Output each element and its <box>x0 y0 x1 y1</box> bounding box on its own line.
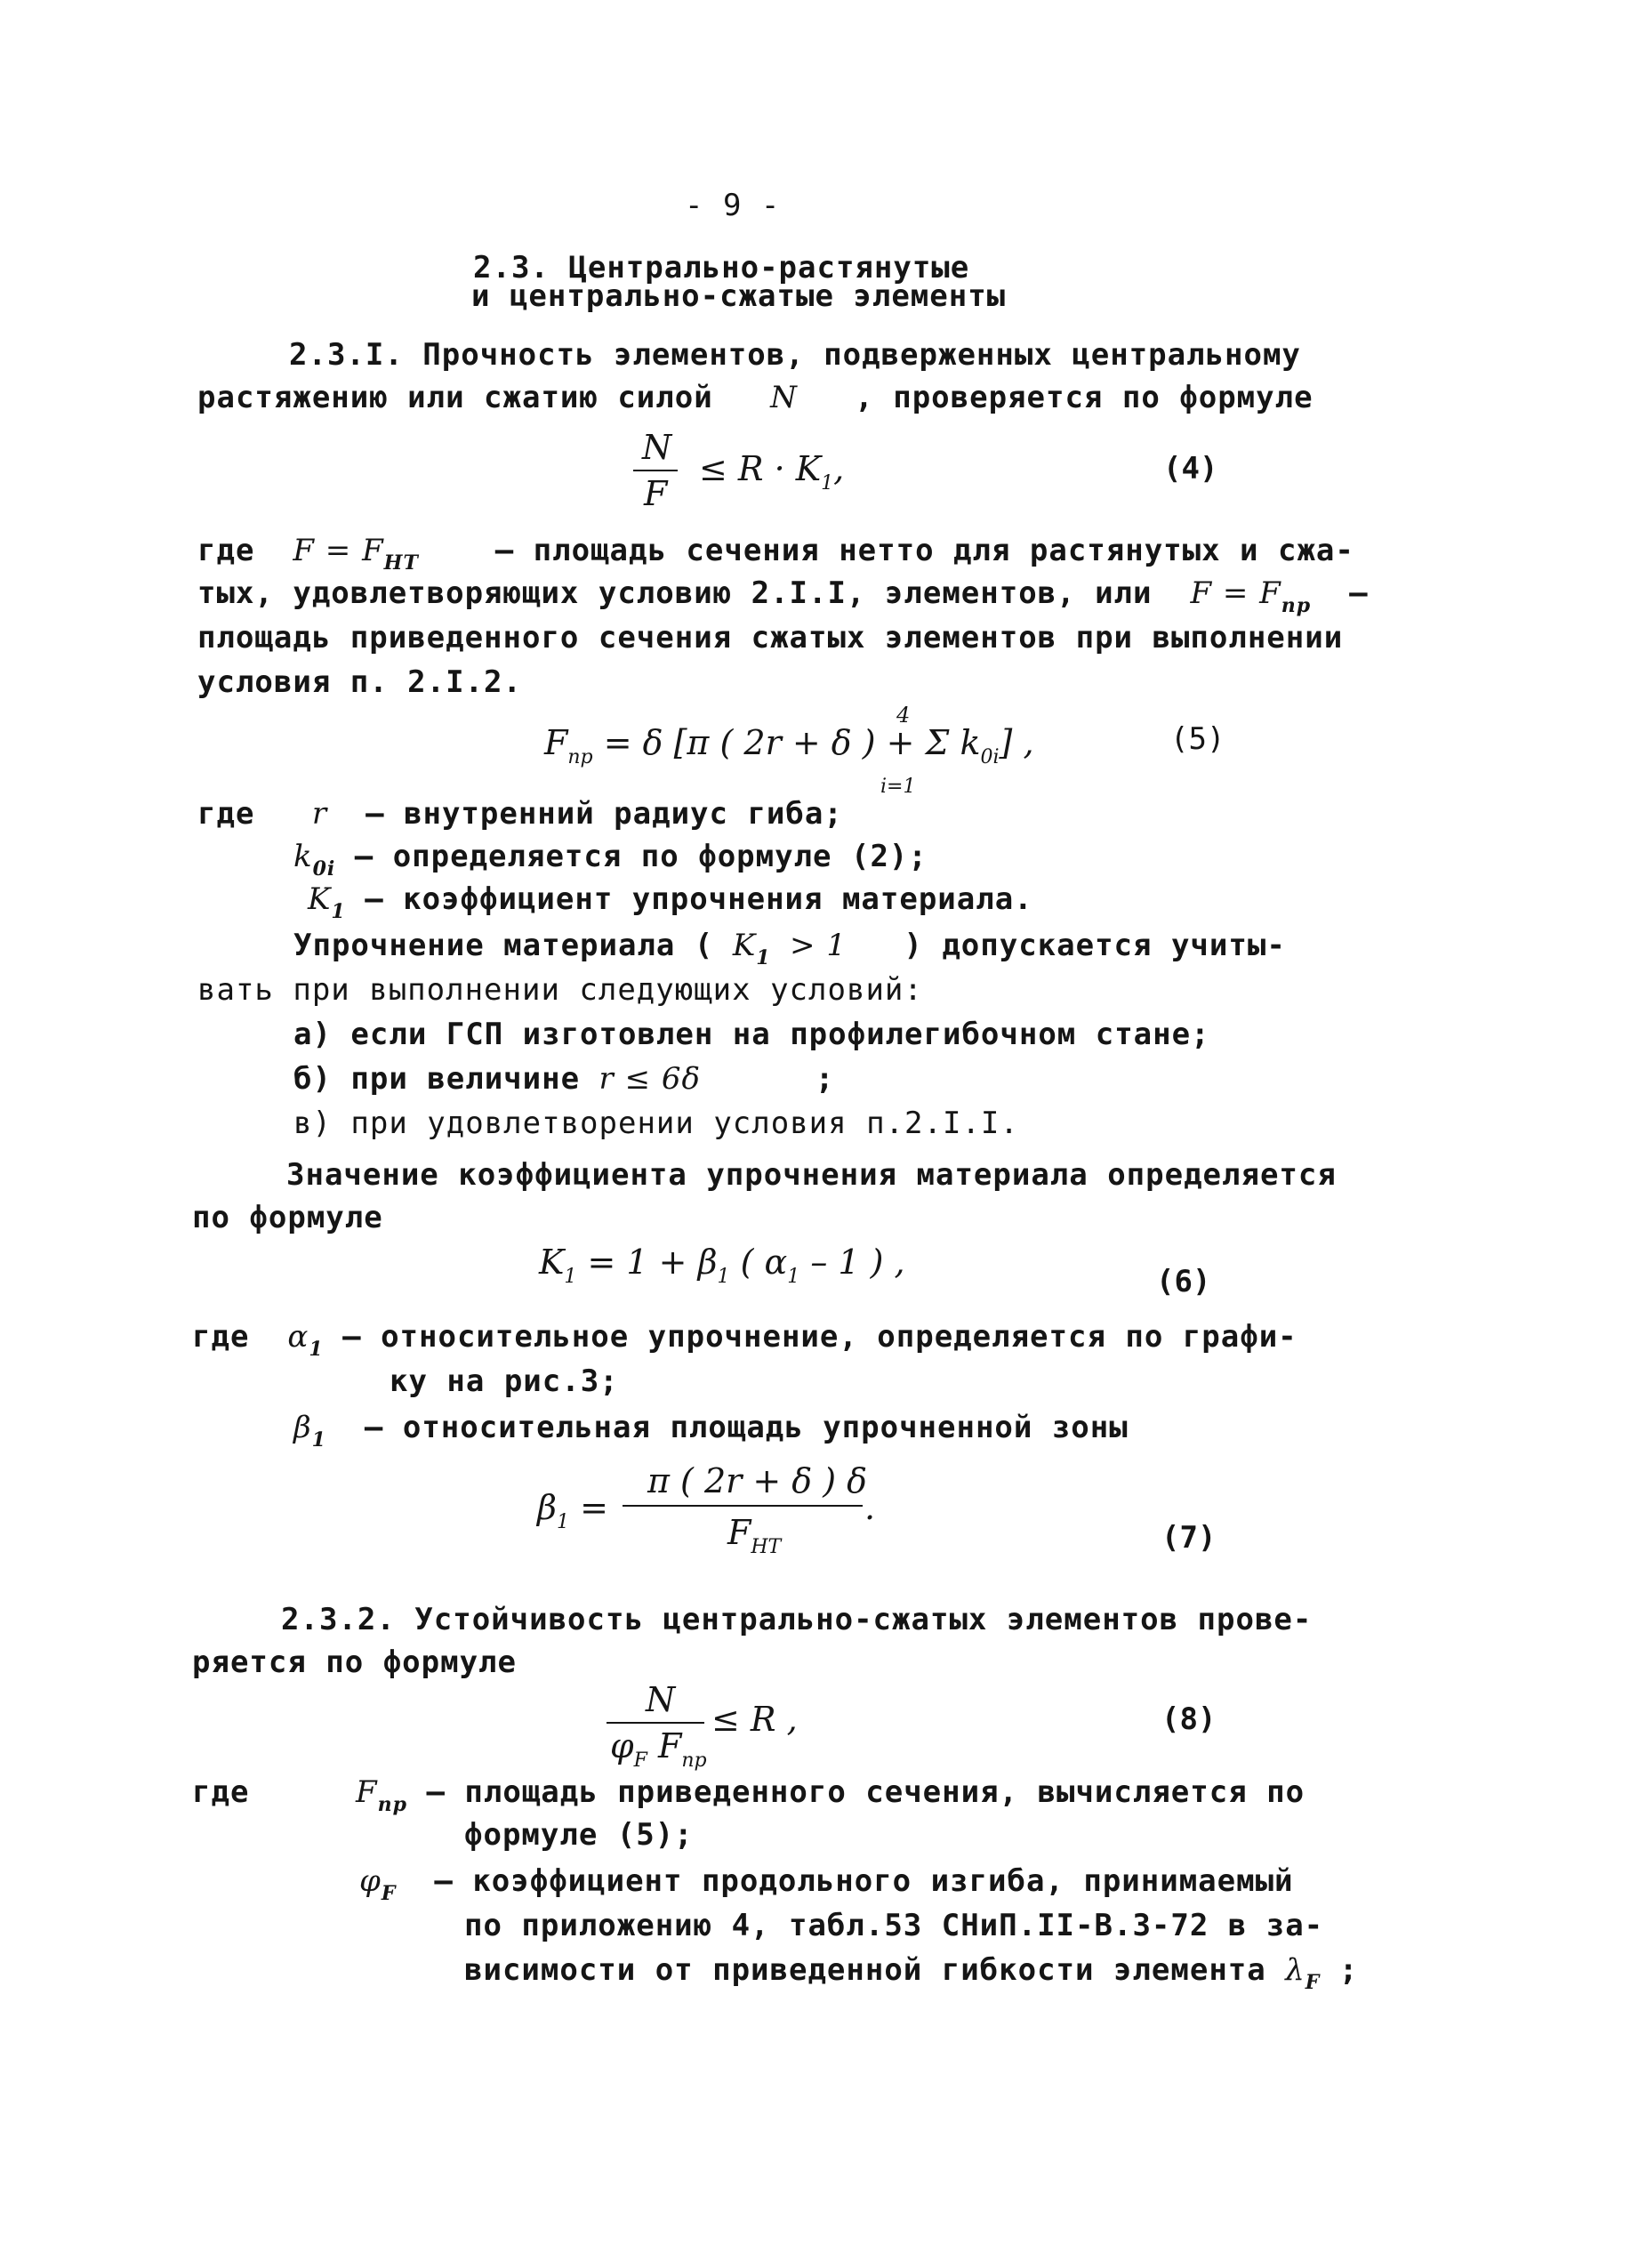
where6-b-sub: 1 <box>311 1428 326 1452</box>
where5-lead: где <box>197 796 255 832</box>
where8-phi-lambda: λ <box>1285 1952 1306 1988</box>
where5-r-sym: r <box>311 796 328 832</box>
eq6-number: (6) <box>1156 1264 1211 1299</box>
hardening-cond-b <box>293 1061 835 1097</box>
eq8-denominator-F: F <box>657 1726 682 1765</box>
section-title-line2: и центрально-сжатые элементы <box>471 278 1007 314</box>
where4-line2-dash: – <box>1349 575 1369 611</box>
eq4-rhs-end: , <box>833 449 845 488</box>
eq7-number: (7) <box>1161 1520 1217 1556</box>
where8-phi-sym: φ <box>359 1863 382 1899</box>
where5-k-sub: 0i <box>312 857 336 881</box>
where4-line1 <box>197 533 1354 575</box>
where8-phi-lambda-sub: F <box>1305 1971 1321 1994</box>
where4-line4: условия п. 2.I.2. <box>197 664 522 700</box>
where8-phi-end: ; <box>1338 1952 1359 1988</box>
eq8-denominator-phi: φ <box>610 1726 634 1765</box>
where6-a-text1: – относительное упрочнение, определяется по графи- <box>342 1319 1298 1355</box>
coef-line1: Значение коэффициента упрочнения материала определяется <box>286 1157 1337 1193</box>
where8-phi-line <box>359 1863 1294 1905</box>
where8-phi-sub: F <box>381 1882 397 1905</box>
eq7-lhs-sym: β <box>537 1488 557 1527</box>
hardening-line1a: Упрочнение материала ( <box>293 928 714 963</box>
hardening-math: K <box>732 928 757 963</box>
where4-math: F = F <box>293 533 384 568</box>
where4-line2-math: F = F <box>1190 575 1281 611</box>
eq5-lhs: F <box>544 723 568 762</box>
where5-r-line <box>197 796 843 832</box>
where8-f-sub: пр <box>377 1793 407 1816</box>
page-number: - 9 - <box>685 188 781 223</box>
eq6-body3: – 1 ) , <box>810 1243 905 1282</box>
hardening-line1 <box>293 928 1286 969</box>
hardening-math-sub: 1 <box>756 946 771 969</box>
where5-k-text: – определяется по формуле (2); <box>354 839 928 874</box>
var-N: N <box>770 380 798 415</box>
where4-lead: где <box>197 533 255 568</box>
where4-line2 <box>197 575 1369 617</box>
eq5-formula <box>544 723 1034 768</box>
eq4-rhs <box>699 449 845 495</box>
where5-K-text: – коэффициент упрочнения материала. <box>365 881 1033 917</box>
where6-a-sub: 1 <box>309 1338 324 1361</box>
where5-r-text: – внутренний радиус гиба; <box>366 796 843 832</box>
eq8-fraction-bar <box>607 1722 704 1724</box>
eq5-end: ] , <box>999 723 1034 762</box>
where8-phi-line3 <box>464 1952 1359 1994</box>
where4-line2-text: тых, удовлетворяющих условию 2.I.I, элементов, или <box>197 575 1153 611</box>
p231-line2 <box>197 382 1314 413</box>
where8-f-line2: формуле (5); <box>464 1817 694 1853</box>
eq5-body-sub: 0i <box>980 746 1000 768</box>
eq7-denominator-sub: НТ <box>751 1536 782 1558</box>
hardening-cond-b-end: ; <box>815 1061 835 1097</box>
eq6-body2: ( α <box>740 1243 788 1282</box>
where6-b-sym: β <box>293 1410 312 1445</box>
where8-f-sym: F <box>356 1774 378 1810</box>
eq8-numerator: N <box>646 1680 676 1719</box>
where8-phi-text3: висимости от приведенной гибкости элемента <box>464 1952 1266 1988</box>
eq4-denominator: F <box>644 474 668 513</box>
where6-b-line <box>293 1410 1129 1452</box>
eq7-eq-sign: = <box>580 1488 608 1527</box>
p231-line1: 2.3.I. Прочность элементов, подверженных центральному <box>289 337 1301 373</box>
where4-line2-math-sub: пр <box>1281 594 1312 617</box>
eq5-number: (5) <box>1170 721 1225 757</box>
hardening-cond-c: в) при удовлетворении условия п.2.I.I. <box>293 1106 1019 1141</box>
hardening-line1b: ) допускается учиты- <box>904 928 1286 963</box>
eq6-lhs: K <box>539 1243 565 1282</box>
eq8-number: (8) <box>1161 1701 1217 1737</box>
eq6-lhs-sub: 1 <box>564 1266 577 1288</box>
eq4-rhs-sub: 1 <box>821 472 834 495</box>
p231-line2a: растяжению или сжатию силой <box>197 380 713 415</box>
eq6-body: = 1 + β <box>587 1243 718 1282</box>
hardening-cond-b-text: б) при величине <box>293 1061 581 1097</box>
where5-K-sym: K <box>308 881 332 917</box>
eq7-numerator: π ( 2r + δ ) δ <box>647 1461 868 1500</box>
eq8-denominator <box>610 1726 707 1772</box>
eq7-denominator-sym: F <box>727 1513 751 1552</box>
hardening-math2: > 1 <box>790 928 847 963</box>
eq4-numerator: N <box>642 428 672 467</box>
eq6-formula <box>539 1243 905 1288</box>
section-title-line1: Центрально-растянутые <box>568 250 970 286</box>
where8-lead: где <box>192 1774 250 1810</box>
eq5-lhs-sub: пр <box>567 746 593 768</box>
where6-a-line <box>192 1319 1298 1361</box>
where4-math-sub: НТ <box>383 551 419 575</box>
where8-f-line <box>356 1774 1306 1816</box>
where5-K-sub: 1 <box>331 900 346 923</box>
hardening-cond-a: а) если ГСП изготовлен на профилегибочном стане; <box>293 1017 1210 1052</box>
eq4-fraction-bar <box>633 470 678 471</box>
eq7-end: . <box>864 1488 876 1527</box>
eq7-fraction-bar <box>623 1505 863 1507</box>
hardening-line2: вать при выполнении следующих условий: <box>197 972 923 1008</box>
eq8-denominator-F-sub: пр <box>681 1749 707 1772</box>
where4-text: – площадь сечения нетто для растянутых и сжа- <box>494 533 1354 568</box>
eq4-rhs-main: ≤ R · K <box>699 449 822 488</box>
eq5-sum-top: 4 <box>896 703 911 728</box>
where8-phi-line2: по приложению 4, табл.53 СНиП.II-В.3-72 в за- <box>464 1908 1324 1943</box>
eq6-body2-sub: 1 <box>787 1266 800 1288</box>
eq5-body: = δ [π ( 2r + δ ) + Σ k <box>603 723 981 762</box>
coef-line2: по формуле <box>192 1200 383 1235</box>
where5-K-line <box>308 881 1033 923</box>
where5-k-sym: k <box>293 839 313 874</box>
eq4-number: (4) <box>1163 451 1218 487</box>
eq8-denominator-phi-sub: F <box>633 1749 647 1772</box>
where5-k-line <box>293 839 928 881</box>
eq7-denominator <box>727 1513 782 1558</box>
where8-phi-text1: – коэффициент продольного изгиба, принимаемый <box>434 1863 1294 1899</box>
where6-a-line2: ку на рис.3; <box>390 1363 619 1399</box>
where4-line3: площадь приведенного сечения сжатых элементов при выполнении <box>197 620 1344 655</box>
hardening-cond-b-math: r ≤ 6δ <box>599 1061 701 1097</box>
where8-f-text1: – площадь приведенного сечения, вычисляется по <box>426 1774 1306 1810</box>
eq6-body-sub: 1 <box>717 1266 730 1288</box>
where6-a-sym: α <box>287 1319 309 1355</box>
eq8-rhs: ≤ R , <box>711 1700 798 1739</box>
where6-lead: где <box>192 1319 250 1355</box>
eq7-lhs-sub: 1 <box>556 1511 569 1533</box>
section-number: 2.3. <box>473 250 550 286</box>
where6-b-text: – относительная площадь упрочненной зоны <box>364 1410 1129 1445</box>
p232-line2: ряется по формуле <box>192 1645 517 1680</box>
eq5-sum-bottom: i=1 <box>880 776 916 798</box>
eq7-lhs <box>537 1488 608 1533</box>
p232-line1: 2.3.2. Устойчивость центрально-сжатых элементов прове- <box>281 1602 1313 1637</box>
p231-line2b: , проверяется по формуле <box>855 380 1314 415</box>
